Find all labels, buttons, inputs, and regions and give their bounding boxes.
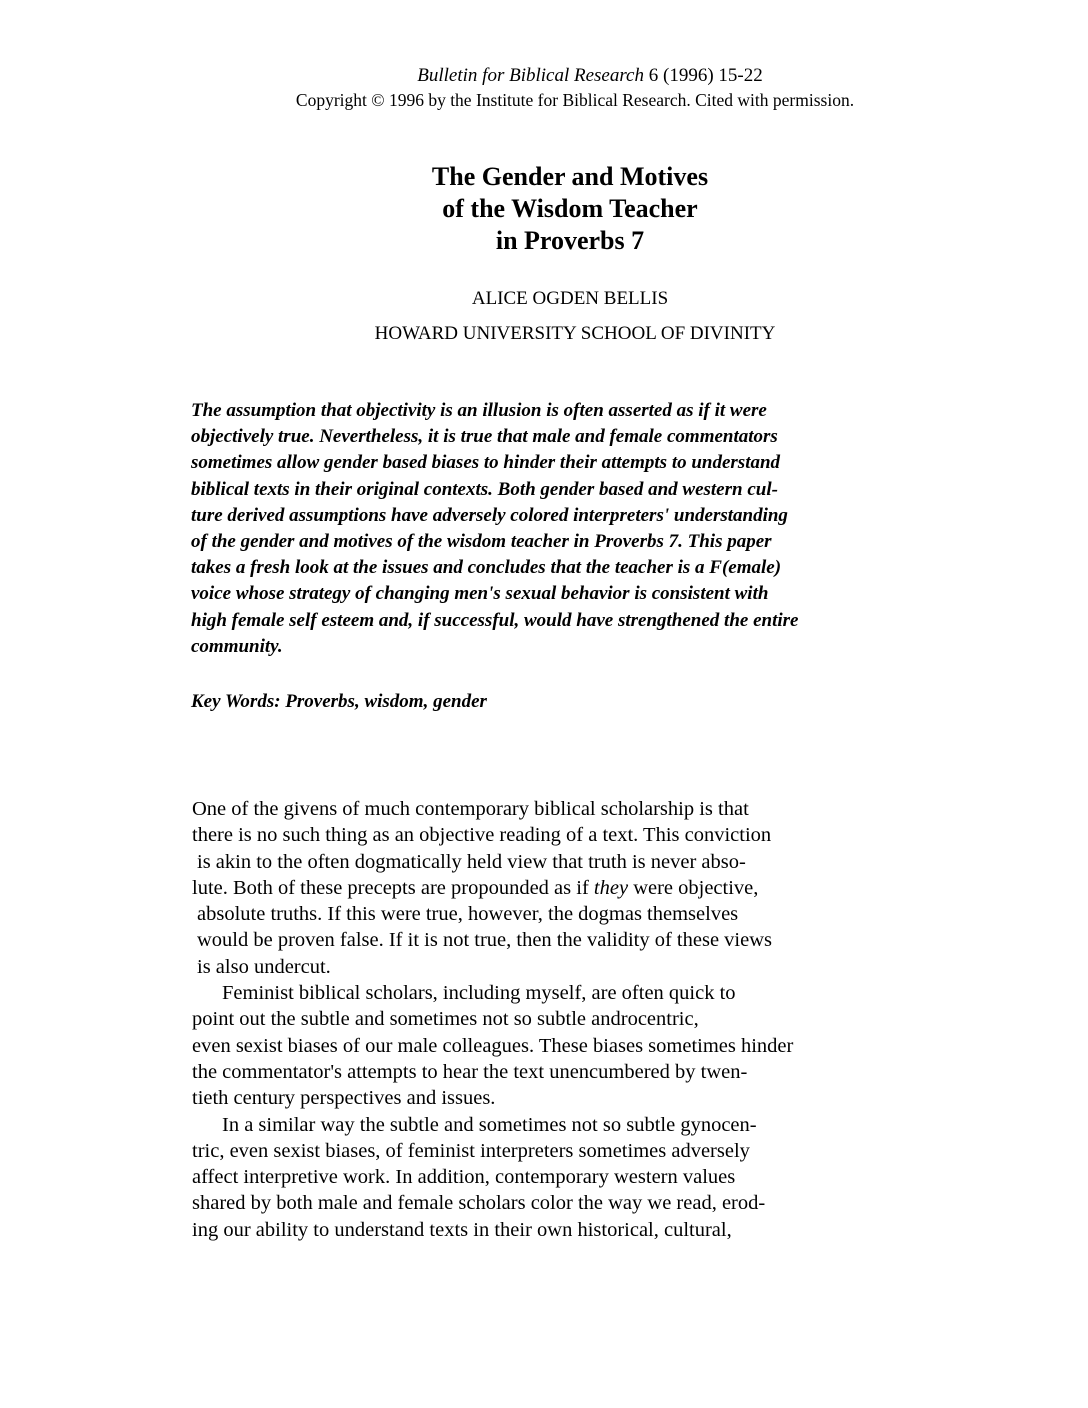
body-text-segment: were objective, bbox=[628, 876, 759, 899]
abstract-line: objectively true. Nevertheless, it is true that male and female commentators bbox=[191, 426, 778, 448]
copyright-notice: Copyright © 1996 by the Institute for Biblical Research. Cited with permission. bbox=[295, 90, 855, 110]
body-line: is also undercut. bbox=[197, 955, 331, 978]
abstract-line: voice whose strategy of changing men's sexual behavior is consistent with bbox=[191, 583, 769, 605]
body-text-segment: lute. Both of these precepts are propounded as if bbox=[192, 876, 594, 899]
body-line: One of the givens of much contemporary biblical scholarship is that bbox=[192, 798, 749, 820]
body-line: affect interpretive work. In addition, contemporary western values bbox=[192, 1166, 736, 1189]
body-line: In a similar way the subtle and sometimes not so subtle gynocen- bbox=[222, 1113, 757, 1136]
body-line: absolute truths. If this were true, however, the dogmas themselves bbox=[197, 903, 739, 926]
author-affiliation: HOWARD UNIVERSITY SCHOOL OF DIVINITY bbox=[374, 323, 776, 344]
body-line: the commentator's attempts to hear the text unencumbered by twen- bbox=[192, 1060, 748, 1083]
journal-volume: 6 (1996) 15-22 bbox=[644, 65, 763, 86]
article-title bbox=[330, 161, 810, 257]
journal-name: Bulletin for Biblical Research bbox=[417, 65, 644, 86]
abstract-line: takes a fresh look at the issues and concludes that the teacher is a F(emale) bbox=[191, 557, 782, 579]
body-line: tric, even sexist biases, of feminist interpreters sometimes adversely bbox=[192, 1139, 750, 1162]
paragraph-1 bbox=[192, 796, 932, 980]
body-line: is akin to the often dogmatically held view that truth is never abso- bbox=[197, 850, 746, 873]
abstract-line: community. bbox=[191, 635, 283, 657]
abstract-line: of the gender and motives of the wisdom teacher in Proverbs 7. This paper bbox=[191, 531, 772, 553]
body-line: there is no such thing as an objective reading of a text. This conviction bbox=[192, 824, 772, 847]
abstract-line: biblical texts in their original contexts. Both gender based and western cul- bbox=[191, 478, 778, 500]
body-line bbox=[192, 875, 932, 901]
title-line: The Gender and Motives bbox=[431, 162, 709, 191]
article-body bbox=[192, 796, 932, 1243]
body-line: Feminist biblical scholars, including myself, are often quick to bbox=[222, 982, 736, 1005]
body-line: would be proven false. If it is not true, then the validity of these views bbox=[197, 929, 773, 952]
body-line: ing our ability to understand texts in their own historical, cultural, bbox=[192, 1218, 732, 1241]
abstract bbox=[191, 398, 931, 660]
body-line: shared by both male and female scholars color the way we read, erod- bbox=[192, 1192, 766, 1215]
body-line: even sexist biases of our male colleagues. These biases sometimes hinder bbox=[192, 1034, 794, 1057]
author-name: ALICE OGDEN BELLIS bbox=[471, 288, 669, 309]
body-line: tieth century perspectives and issues. bbox=[192, 1087, 496, 1110]
key-words: Key Words: Proverbs, wisdom, gender bbox=[191, 691, 487, 712]
body-line: point out the subtle and sometimes not so subtle androcentric, bbox=[192, 1008, 699, 1031]
abstract-line: sometimes allow gender based biases to hinder their attempts to understand bbox=[191, 452, 781, 474]
paragraph-2 bbox=[192, 980, 932, 1111]
journal-header bbox=[230, 64, 920, 112]
paragraph-3 bbox=[192, 1112, 932, 1243]
abstract-line: high female self esteem and, if successful, would have strengthened the entire bbox=[191, 609, 799, 631]
journal-citation bbox=[230, 64, 920, 88]
title-line: of the Wisdom Teacher bbox=[442, 194, 698, 223]
abstract-line: The assumption that objectivity is an illusion is often asserted as if it were bbox=[191, 400, 767, 421]
title-line: in Proverbs 7 bbox=[495, 226, 645, 255]
abstract-line: ture derived assumptions have adversely colored interpreters' understanding bbox=[191, 504, 788, 526]
emphasized-word: they bbox=[593, 876, 629, 899]
